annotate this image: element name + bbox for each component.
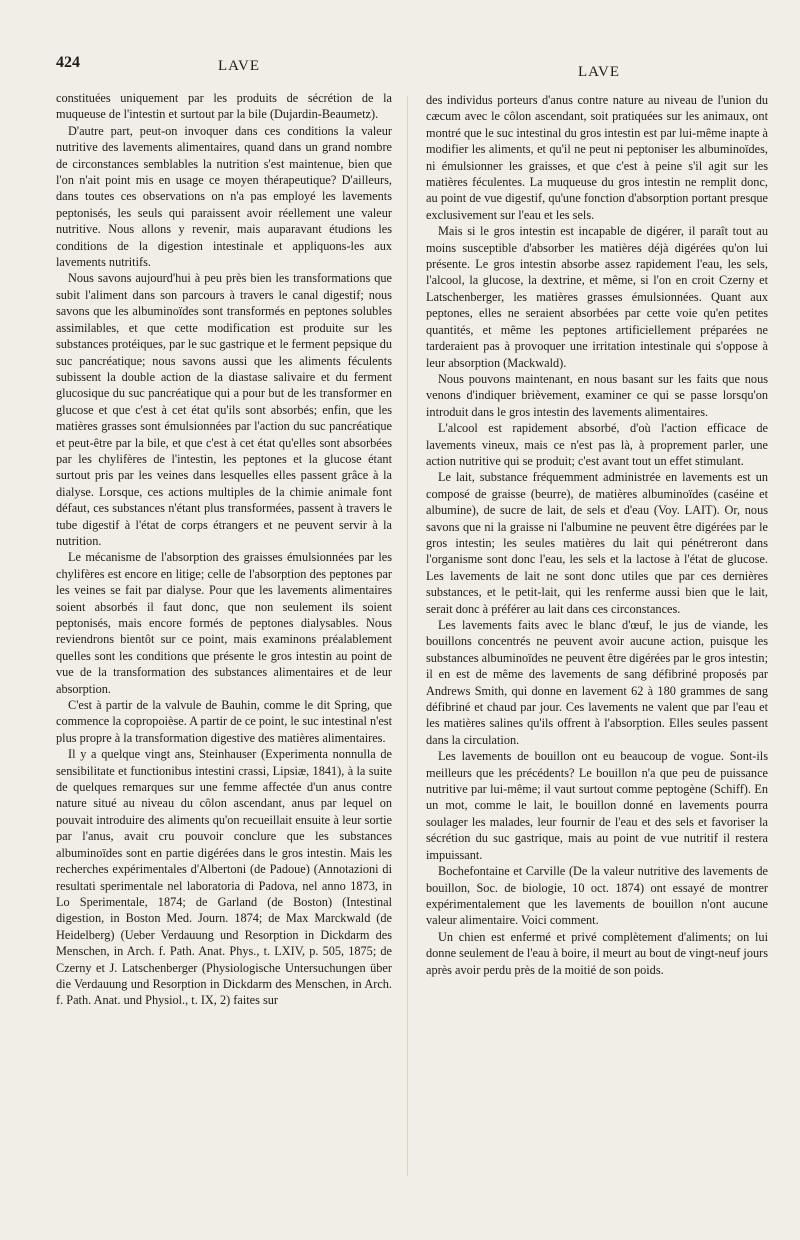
paragraph: Le mécanisme de l'absorption des graisses émulsionnées par les chylifères est encore en litige; celle de l'absorption des peptones par les veines se fait par dialyse. Pour que les lavements alimentaires soient absorbés il faut donc, que non seulement ils soient peptonisés, mais encore formés de peptones dialysables. Nous reviendrons bientôt sur ce point, mais examinons préalablement quelles sont les conditions que présente le gros intestin au point de vue de la transformation des substances alimentaires et de leur absorption. bbox=[56, 550, 392, 696]
running-head-left: LAVE bbox=[218, 58, 261, 74]
paragraph: Le lait, substance fréquemment administrée en lavements est un composé de graisse (beurre), de matières albuminoïdes (caséine et albumine), de sucre de lait, de sels et d'eau (Voy. LAIT). Or, nous savons que ni la graisse ni l'albumine ne peuvent être digérées par le gros intestin; les seules matières du lait qui pénétreront dans l'organisme sont donc l'eau, les sels et la lactose à l'état de glucose. Les lavements de lait ne sont donc utiles que par ces dernières substances, et le petit-lait, qui les renferme aussi bien que le lait, serait donc à préférer au lait dans ces circonstances. bbox=[426, 470, 768, 616]
paragraph: Mais si le gros intestin est incapable de digérer, il paraît tout au moins susceptible d'absorber les matières déjà digérées qu'on lui présente. Le gros intestin absorbe assez rapidement l'eau, les sels, l'alcool, la glucose, la dextrine, et même, si l'on en croit Czerny et Latschenberger, les matières grasses émulsionnées. Quant aux peptones, elles ne seraient absorbées par cette voie qu'en petites quantités, et même les peptones artificiellement préparées ne tarderaient pas à provoquer une irritation intestinale qui s'oppose à leur absorption (Mackwald). bbox=[426, 224, 768, 370]
paragraph: Les lavements faits avec le blanc d'œuf, le jus de viande, les bouillons concentrés ne peuvent avoir aucune action, puisque les substances albuminoïdes ne peuvent être digérées par le gros intestin; il en est de même des lavements de sang défibriné proposés par Andrews Smith, qui donne en lavement 62 à 180 grammes de sang défibriné et chaud par jour. Ces lavements ne valent que par l'eau et les matières salines qu'ils offrent à l'absorption. Elles seules passent dans la circulation. bbox=[426, 618, 768, 747]
column-divider bbox=[407, 96, 408, 1176]
paragraph: Bochefontaine et Carville (De la valeur nutritive des lavements de bouillon, Soc. de biologie, 10 oct. 1874) ont essayé de montrer expérimentalement que les lavements de bouillon n'ont aucune valeur alimentaire. Voici comment. bbox=[426, 864, 768, 928]
paragraph: Les lavements de bouillon ont eu beaucoup de vogue. Sont-ils meilleurs que les précédents? Le bouillon n'a que peu de puissance nutritive par lui-même; il vaut surtout comme peptogène (Schiff). En un mot, comme le lait, le bouillon donné en lavements pourra soulager les malades, leur fournir de l'eau et des sels et favoriser la sécrétion du suc gastrique, mais au point de vue nutritif il restera impuissant. bbox=[426, 749, 768, 862]
running-head-right: LAVE bbox=[578, 64, 621, 80]
paragraph: C'est à partir de la valvule de Bauhin, comme le dit Spring, que commence la copropoièse. A partir de ce point, le suc intestinal n'est plus propre à la transformation digestive des matières alimentaires. bbox=[56, 698, 392, 745]
paragraph: constituées uniquement par les produits de sécrétion de la muqueuse de l'intestin et surtout par la bile (Dujardin-Beaumetz). bbox=[56, 91, 392, 122]
paragraph: L'alcool est rapidement absorbé, d'où l'action efficace de lavements vineux, mais ce n'est pas là, à proprement parler, une action nutritive qui se produit; c'est avant tout un effet stimulant. bbox=[426, 421, 768, 468]
paragraph: Il y a quelque vingt ans, Steinhauser (Experimenta nonnulla de sensibilitate et functionibus intestini crassi, Lipsiæ, 1841), à la suite de quelques remarques sur une femme affectée d'un anus contre nature situé au niveau du côlon ascendant, anus par lequel on pouvait introduire des aliments qu'on recueillait ensuite à leur sortie par l'anus, avait cru pouvoir conclure que les substances albuminoïdes sont en partie digérées dans le gros intestin. Mais les recherches expérimentales d'Albertoni (de Padoue) (Annotazioni di resultati sperimentale nel laboratoria di Padova, nel anno 1873, in Lo Sperimentale, 1874; de Garland (de Boston) (Intestinal digestion, in Boston Med. Journ. 1874; de Max Marckwald (de Heidelberg) (Ueber Verdauung und Resorption in Dickdarm des Menschen, in Arch. f. Path. Anat. Phys., t. LXIV, p. 505, 1875; de Czerny et J. Latschenberger (Physiologische Untersuchungen über die Verdauung und Resorption in Dickdarm des Menschen, in Arch. f. Path. Anat. und Physiol., t. IX, 2) faites sur bbox=[56, 747, 392, 1008]
paragraph: Un chien est enfermé et privé complètement d'aliments; on lui donne seulement de l'eau à boire, il meurt au bout de vingt-neuf jours après avoir perdu près de la moitié de son poids. bbox=[426, 929, 768, 977]
paragraph: Nous savons aujourd'hui à peu près bien les transformations que subit l'aliment dans son parcours à travers le canal digestif; nous savons que les albuminoïdes sont transformés en peptones solubles assimilables, et que cette modification est produite sur les substances protéiques, par le suc gastrique et le ferment pepsique du suc pancréatique; nous savons aussi que les aliments féculents subissent la double action de la diastase salivaire et du ferment glucosique du suc pancréatique qui a pour but de les transformer en glucose et que c'est à cet état qu'ils sont absorbés; enfin, que les matières grasses sont émulsionnées par l'action du suc pancréatique et peut-être par la bile, et que c'est à cet état qu'elles sont absorbées par les chylifères de l'intestin, les peptones et la glucose étant surtout pris par les veines dans lesquelles elles passent grâce à la dialyse. Lorsque, ces actions multiples de la chimie animale font défaut, ces substances n'étant plus transformées, passent à travers le tube digestif à l'état de corps étrangers et ne peuvent servir à la nutrition. bbox=[56, 271, 392, 548]
paragraph: D'autre part, peut-on invoquer dans ces conditions la valeur nutritive des lavements alimentaires, quand dans un grand nombre de circonstances semblables la nutrition s'est maintenue, bien que l'on n'ait point mis en usage ce moyen thérapeutique? D'ailleurs, dans toutes ces observations on n'a pas employé les lavements peptonisés, les seuls qui paraissent avoir réellement une valeur nutritive. Nous allons y revenir, mais auparavant étudions les conditions de la digestion intestinale et appliquons-les aux lavements nutritifs. bbox=[56, 123, 392, 270]
left-column bbox=[56, 90, 392, 1009]
page-number: 424 bbox=[56, 54, 80, 71]
paragraph: des individus porteurs d'anus contre nature au niveau de l'union du cæcum avec le côlon ascendant, soit pratiquées sur les animaux, ont montré que le suc intestinal du gros intestin est par lui-même inapte à modifier les aliments, et qu'il ne peut ni peptoniser les albuminoïdes, ni émulsionner les graisses, et que c'est à peine s'il agit sur les matières féculentes. La muqueuse du gros intestin ne remplit donc, au point de vue digestif, qu'une fonction d'absorption portant presque exclusivement sur l'eau et les sels. bbox=[426, 93, 768, 222]
right-column bbox=[426, 92, 768, 978]
paragraph: Nous pouvons maintenant, en nous basant sur les faits que nous venons d'indiquer brièvement, examiner ce qui se passe lorsqu'on introduit dans le gros intestin des lavements alimentaires. bbox=[426, 371, 768, 419]
